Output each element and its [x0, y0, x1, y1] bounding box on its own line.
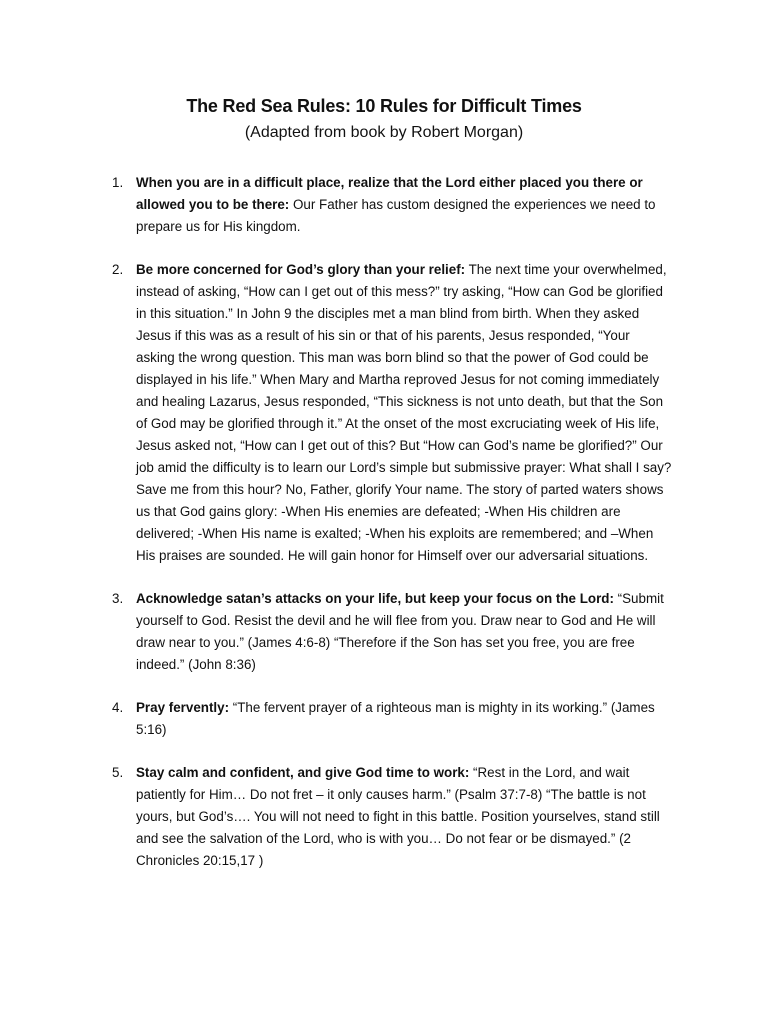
rule-heading: Acknowledge satan’s attacks on your life, but keep your focus on the Lord: [136, 591, 614, 606]
rule-item-3 [112, 588, 672, 676]
rules-list [112, 172, 672, 893]
rule-text: “Rest in the Lord, and wait patiently for Him… Do not fret – it only causes harm.” (Psalm 37:7-8) “The battle is not yours, but God’s…. You will not need to fight in this battle. Position yourselves, stand still and see the salvation of the Lord, who is with you… Do not fear or be dismayed.” (2 Chronicles 20:15,17 ) [136, 765, 660, 868]
rule-text: “Submit yourself to God. Resist the devil and he will flee from you. Draw near to God and He will draw near to you.” (James 4:6-8) “Therefore if the Son has set you free, you are free indeed.” (John 8:36) [136, 591, 664, 672]
rule-item-4 [112, 697, 672, 741]
rule-number: 5. [112, 765, 124, 780]
rule-item-2 [112, 259, 672, 567]
rule-text: Our Father has custom designed the experiences we need to prepare us for His kingdom. [136, 197, 656, 234]
rule-heading: When you are in a difficult place, realize that the Lord either placed you there or allowed you to be there: [136, 175, 643, 212]
rule-number: 1. [112, 175, 124, 190]
rule-heading: Be more concerned for God’s glory than your relief: [136, 262, 466, 277]
rule-item-1 [112, 172, 672, 238]
rule-number: 2. [112, 262, 124, 277]
rule-number: 4. [112, 700, 124, 715]
document-title: The Red Sea Rules: 10 Rules for Difficult Times [186, 96, 582, 116]
rule-text: The next time your overwhelmed, instead of asking, “How can I get out of this mess?” try asking, “How can God be glorified in this situation.” In John 9 the disciples met a man blind from birth. When they asked Jesus if this was as a result of his sin or that of his parents, Jesus responded, “Your asking the wrong question. This man was born blind so that the power of God could be displayed in his life.” When Mary and Martha reproved Jesus for not coming immediately and healing Lazarus, Jesus responded, “This sickness is not unto death, but that the Son of God may be glorified through it.” At the onset of the most excruciating week of His life, Jesus asked not, “How can I get out of this? But “How can God’s name be glorified?” Our job amid the difficulty is to learn our Lord’s simple but submissive prayer: What shall I say? Save me from this hour? No, Father, glorify Your name. The story of parted waters shows us that God gains glory: -When His enemies are defeated; -When His children are delivered; -When His name is exalted; -When his exploits are remembered; and –When His praises are sounded. He will gain honor for Himself over our adversarial situations. [136, 262, 672, 563]
rule-text: “The fervent prayer of a righteous man is mighty in its working.” (James 5:16) [136, 700, 655, 737]
rule-heading: Pray fervently: [136, 700, 230, 715]
rule-item-5 [112, 762, 672, 872]
document-subtitle: (Adapted from book by Robert Morgan) [244, 124, 524, 141]
rule-number: 3. [112, 591, 124, 606]
rule-heading: Stay calm and confident, and give God time to work: [136, 765, 470, 780]
